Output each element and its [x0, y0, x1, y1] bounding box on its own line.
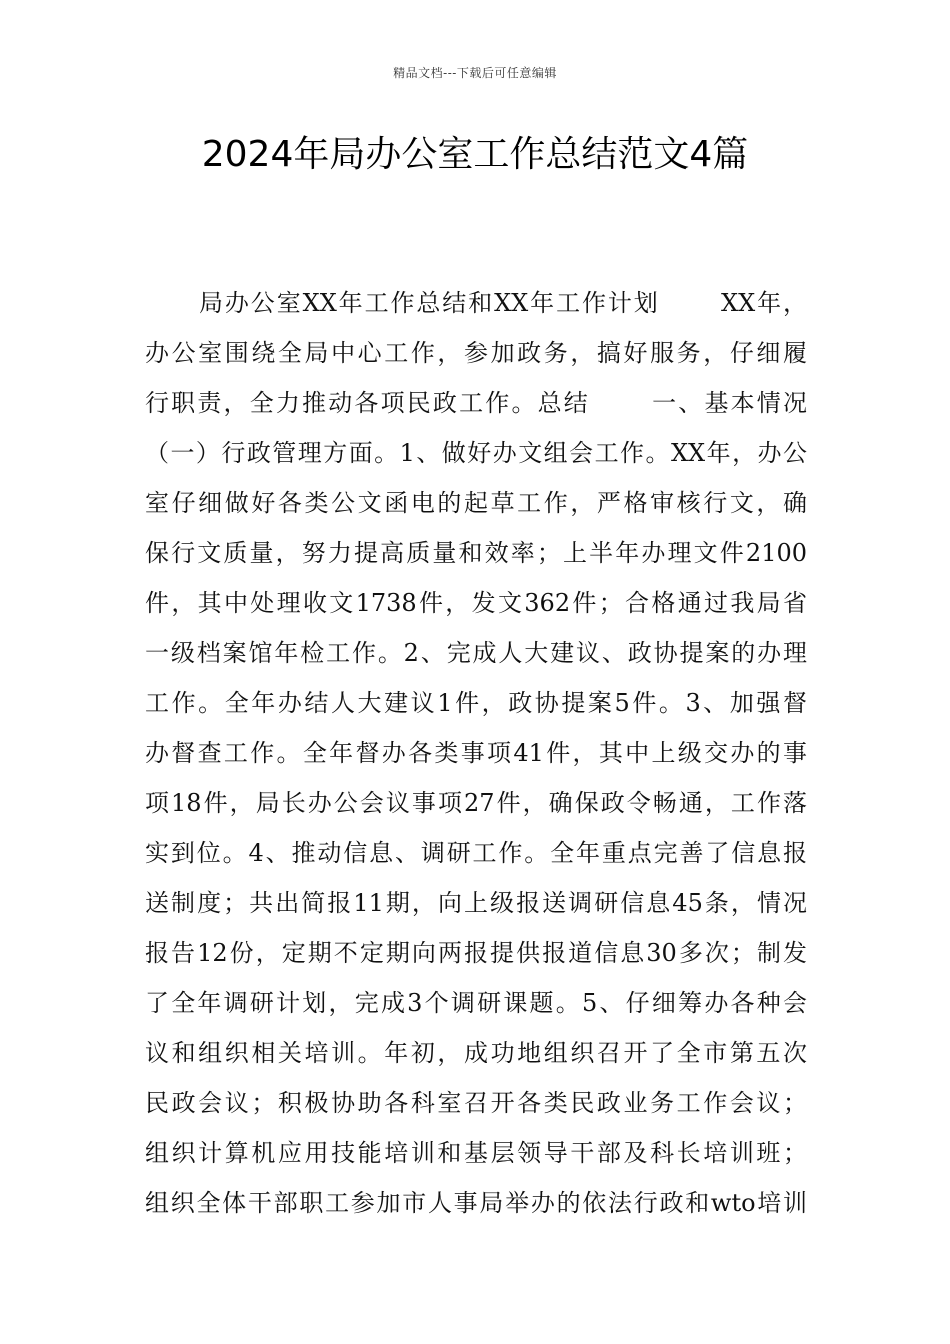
body-text	[145, 278, 807, 1228]
body-line: 办督查工作。全年督办各类事项41件，其中上级交办的事	[145, 739, 807, 767]
header-note: 精品文档---下载后可任意编辑	[393, 66, 557, 80]
body-line: 行职责，全力推动各项民政工作。总结 一、基本情况	[145, 389, 807, 417]
body-line: 办公室围绕全局中心工作，参加政务，搞好服务，仔细履	[145, 339, 807, 367]
body-line: 工作。全年办结人大建议1件，政协提案5件。3、加强督	[145, 689, 807, 717]
body-line: 报告12份，定期不定期向两报提供报道信息30多次；制发	[145, 939, 807, 967]
body-line: 项18件，局长办公会议事项27件，确保政令畅通，工作落	[145, 789, 807, 817]
body-line: 了全年调研计划，完成3个调研课题。5、仔细筹办各种会	[145, 989, 807, 1017]
body-line: 保行文质量，努力提高质量和效率；上半年办理文件2100	[145, 539, 807, 567]
body-line: 室仔细做好各类公文函电的起草工作，严格审核行文，确	[145, 489, 807, 517]
body-line: 组织全体干部职工参加市人事局举办的依法行政和wto培训	[145, 1189, 807, 1217]
body-line: 件，其中处理收文1738件，发文362件；合格通过我局省	[145, 589, 807, 617]
body-line: 组织计算机应用技能培训和基层领导干部及科长培训班；	[145, 1139, 807, 1167]
body-line: 局办公室XX年工作总结和XX年工作计划 XX年，	[199, 289, 807, 317]
body-line: 送制度；共出简报11期，向上级报送调研信息45条，情况	[145, 889, 807, 917]
body-line: 实到位。4、推动信息、调研工作。全年重点完善了信息报	[145, 839, 807, 867]
document-title: 2024年局办公室工作总结范文4篇	[201, 134, 749, 175]
body-line: 议和组织相关培训。年初，成功地组织召开了全市第五次	[145, 1039, 807, 1067]
body-line: （一）行政管理方面。1、做好办文组会工作。XX年，办公	[145, 439, 807, 467]
body-line: 一级档案馆年检工作。2、完成人大建议、政协提案的办理	[145, 639, 807, 667]
body-line: 民政会议；积极协助各科室召开各类民政业务工作会议；	[145, 1089, 807, 1117]
